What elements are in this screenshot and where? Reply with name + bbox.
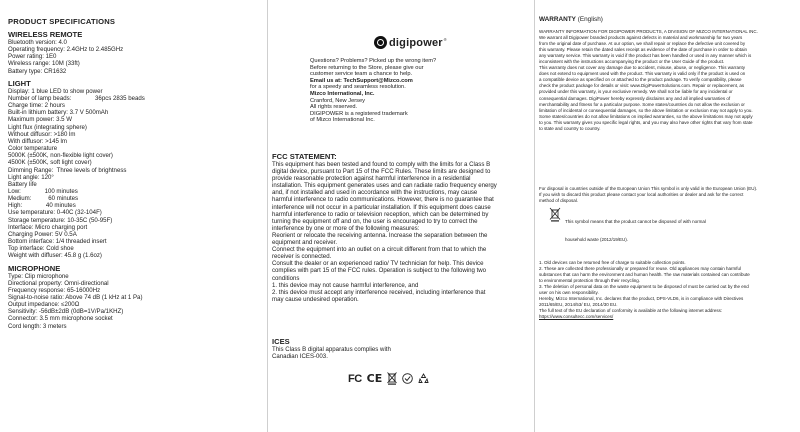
warranty-line: to you. This warranty gives you specific legal rights, and you may also have other rights that vary from state — [539, 119, 753, 125]
rohs-icon — [402, 373, 413, 384]
spec-line: Use temperature: 0-40C (32-104F) — [8, 209, 102, 217]
spec-line: Top interface: Cold shoe — [8, 245, 74, 253]
declaration-url-link[interactable]: https://www.consultecc.com/services/ — [539, 314, 614, 320]
spec-line: Light flux (integrating sphere) — [8, 123, 87, 131]
fcc-line: interference will not occur in a particular installation. If this equipment does cause — [272, 203, 491, 211]
fcc-line: 2. this device must accept any interference received, including interference that — [272, 288, 486, 296]
warranty-line: provided under this warranty, is your exclusive remedy. We shall not be liable for any incidental or — [539, 89, 733, 95]
warranty-line: does not extend to equipment used with the product. This warranty is valid only if the product is used on — [539, 71, 746, 77]
registered-mark: ® — [443, 37, 447, 42]
spec-line: Low: 100 minutes — [8, 187, 78, 195]
fcc-line: harmful interference to radio communications. However, there is no guarantee that — [272, 196, 494, 204]
fcc-line: may cause undesired operation. — [272, 295, 359, 303]
spec-line: Number of lamp beads: 36pcs 2835 beads — [8, 94, 145, 102]
fcc-heading: FCC STATEMENT: — [272, 152, 337, 161]
fcc-line: This equipment has been tested and found to comply with the limits for a Class B — [272, 161, 491, 168]
fcc-line: equipment and receiver. — [272, 239, 338, 247]
spec-line: Weight with diffuser: 45.8 g (1.6oz) — [8, 252, 102, 260]
eu-line: If you wish to discard this product please contact your local authorities or dealer and ask for the correct — [539, 192, 744, 198]
wireless-spec-list — [8, 39, 260, 75]
crossed-bin-icon — [549, 207, 561, 222]
contact-line: DIGIPOWER is a registered trademark — [310, 110, 408, 117]
fcc-line: turning the equipment off and on, the user is encouraged to try to correct the — [272, 217, 478, 225]
fcc-line: receiver is connected. — [272, 253, 332, 261]
spec-line: Battery life — [8, 180, 37, 188]
spec-line: Dimming Range: Three levels of brightness — [8, 166, 127, 174]
spec-line: Light angle: 120° — [8, 173, 54, 181]
ices-statement — [272, 346, 391, 360]
fcc-line: Connect the equipment into an outlet on a circuit different from that to which the — [272, 246, 487, 254]
spec-line: Interface: Micro charging port — [8, 223, 88, 231]
company-name: Mizco International, Inc. — [310, 90, 375, 97]
fcc-line: 1. this device may not cause harmful interference, and — [272, 281, 419, 289]
contact-line: Cranford, New Jersey — [310, 97, 365, 104]
contact-line: for a speedy and seamless resolution. — [310, 84, 406, 91]
fold-line-left — [267, 0, 268, 432]
fcc-line: complies with part 15 of the FCC rules. Operation is subject to the following two — [272, 267, 487, 275]
spec-line: Bluetooth version: 4.0 — [8, 39, 67, 46]
bin-note-line: household waste (2012/19/EU). — [565, 237, 629, 243]
spec-line: Charging Power: 5V 0.5A — [8, 230, 77, 238]
spec-line: Operating frequency: 2.4GHz to 2.485GHz — [8, 46, 124, 54]
declaration-line: Hereby, Mizco International, Inc. declares that the product, DPS-VLD6, is in compliance with Directives — [539, 296, 744, 301]
weee-bin-icon — [387, 372, 397, 385]
fcc-line: conditions — [272, 274, 300, 282]
spec-line: 5000K (±500K, non-flexible light cover) — [8, 152, 113, 160]
warranty-line: merchantability and fitness for a particular purpose. Some states/countries do not allow the exclusion or — [539, 101, 745, 107]
brand-name: digipower — [389, 36, 443, 49]
spec-line: Without diffusor: >180 lm — [8, 130, 76, 138]
spec-line: Display: 1 blue LED to show power — [8, 87, 103, 95]
spec-line: Storage temperature: 10-35C (50-95F) — [8, 216, 113, 224]
spec-line: Battery type: CR1632 — [8, 67, 67, 75]
spec-line: Output impedance: ≤200Ω — [8, 301, 80, 309]
warranty-line: to state and country to country. — [539, 125, 601, 131]
numbered-line: 3. The deletion of personal data on the waste equipment to be disposed of must be carried out by the end — [539, 283, 749, 289]
eu-line: For disposal in countries outside of the European Union This symbol is only valid in the European Union (EU). — [539, 186, 758, 191]
contact-line: All rights reserved. — [310, 104, 358, 111]
numbered-line: substances that can harm the environment and human health. The raw materials contained can contribute — [539, 271, 750, 277]
spec-line: Power rating: 1E0 — [8, 53, 57, 61]
numbered-line: user on his own responsibility. — [539, 289, 599, 295]
fcc-line: digital device, pursuant to Part 15 of the FCC Rules. These limits are designed to — [272, 168, 491, 176]
spec-line: Color temperature — [8, 145, 58, 153]
numbered-line: 1. Old devices can be returned free of charge to suitable collection points. — [539, 259, 686, 265]
warranty-heading — [539, 16, 603, 23]
contact-line: Before returning to the Store, please give our — [310, 64, 424, 71]
warranty-line: a compatible device as specified on or attached to the product package. To verify compatibility, please — [539, 77, 742, 83]
support-email[interactable]: Email us at: TechSupport@Mizco.com — [310, 77, 413, 84]
spec-line: Bottom interface: 1/4 threaded insert — [8, 238, 107, 246]
warranty-panel — [537, 0, 799, 432]
ices-heading: ICES — [272, 337, 290, 346]
contact-line: customer service team a chance to help. — [310, 71, 413, 78]
numbered-line: 2. These are collected there professionally or prepared for reuse. Old appliances may contain harmful — [539, 265, 742, 271]
declaration-line: 2011/65/EU, 2014/53/ EU, 2014/30 EU. — [539, 302, 618, 308]
specifications-panel — [8, 0, 260, 432]
warranty-line: limitation of incidental or consequential damages, so the above limitation or exclusion may not apply to you. — [539, 107, 753, 113]
contact-line: Questions? Problems? Picked up the wrong item? — [310, 58, 437, 64]
specs-title: PRODUCT SPECIFICATIONS — [8, 17, 116, 26]
bin-note — [565, 207, 706, 255]
spec-line: Charge time: 2 hours — [8, 102, 65, 110]
numbered-line: to environmental protection through their recycling. — [539, 277, 641, 283]
microphone-heading: MICROPHONE — [8, 263, 61, 273]
warranty-language: (English) — [577, 16, 603, 23]
fcc-line: Consult the dealer or an experienced radio/ TV technician for help. This device — [272, 260, 484, 268]
spec-line: Built-in lithium battery: 3.7 V 500mAh — [8, 109, 109, 117]
light-heading: LIGHT — [8, 78, 31, 88]
fcc-line: installation. This equipment generates uses and can radiate radio frequency energy — [272, 182, 497, 190]
warranty-line: any warranty service. This warranty is void if the product has been handled or used in any manner which is — [539, 53, 752, 59]
warranty-line: This warranty does not cover any damage due to accident, misuse, abuse, or negligence. This warranty — [539, 65, 746, 71]
spec-line: Maximum power: 3.5 W — [8, 116, 72, 124]
spec-line: Connector: 3.5 mm microphone socket — [8, 315, 113, 323]
fcc-line: interference by one or more of the following measures: — [272, 224, 420, 232]
fcc-line: provide reasonable protection against harmful interference in a residential — [272, 175, 471, 183]
brand-logo — [374, 36, 447, 49]
warranty-line: check the product package for details or visit: www.DigiPowerSolutions.com. Repair or replacement, as — [539, 83, 745, 89]
fold-line-right — [534, 0, 535, 432]
digipower-logo-icon — [374, 36, 387, 49]
fcc-line: and, if not installed and used in accordance with the instructions, may cause — [272, 189, 478, 197]
warranty-line: WARRANTY INFORMATION FOR DIGIPOWER PRODUCTS, A DIVISION OF MIZCO INTERNATIONAL INC. — [539, 29, 758, 34]
fcc-line: harmful interference to radio or television reception, which can be determined by — [272, 210, 489, 218]
warranty-line: We warrant all Digipower branded products against defects in material and workmanship for two years — [539, 35, 743, 41]
microphone-spec-list — [8, 273, 260, 330]
spec-line: Directional property: Omni-directional — [8, 279, 109, 287]
warranty-line: inconsistent with the instructions accompanying the product or the User Guide of the product. — [539, 59, 725, 65]
warranty-title: WARRANTY — [539, 16, 576, 23]
eu-line: method of disposal. — [539, 198, 579, 204]
fcc-statement — [272, 161, 530, 303]
fcc-line: Reorient or relocate the receiving antenna. Increase the separation between the — [272, 231, 488, 239]
ices-line: Canadian ICES-003. — [272, 353, 328, 361]
ce-mark-text: CE — [366, 372, 383, 385]
bin-symbol-row — [539, 207, 797, 255]
spec-line: Cord length: 3 meters — [8, 322, 67, 330]
spec-line: Type: Clip microphone — [8, 272, 69, 280]
certification-marks — [348, 372, 429, 385]
warranty-line: Some states/countries do not allow limitations on implied warranties, so the above limitations may not apply — [539, 113, 753, 119]
spec-line: High: 40 minutes — [8, 202, 76, 210]
light-spec-list — [8, 88, 260, 260]
spec-line: Sensitivity: -56dB±2dB (0dB=1V/Pa/1KHZ) — [8, 308, 124, 316]
warranty-text — [539, 29, 797, 132]
warranty-line: this warranty. Please retain the dated sales receipt as evidence of the date of purchase in order to obtain — [539, 47, 748, 53]
ce-mark-icon — [367, 372, 383, 385]
warranty-line: consequential damages. DigiPower hereby expressly disclaims any and all implied warranties of — [539, 95, 731, 101]
support-contact-block — [310, 58, 500, 124]
contact-line: of Mizco International Inc. — [310, 117, 375, 124]
wireless-heading: WIRELESS REMOTE — [8, 30, 83, 39]
eu-disposal-text — [539, 186, 797, 296]
recycle-icon — [418, 373, 429, 384]
spec-line: Frequency response: 65-16000Hz — [8, 286, 101, 294]
spec-line: With diffusor: >145 lm — [8, 137, 67, 145]
fcc-mark-icon — [348, 373, 362, 385]
fcc-mark-text: FC — [348, 372, 362, 385]
spec-line: 4500K (±500K, soft light cover) — [8, 159, 92, 167]
ices-line: This Class B digital apparatus complies with — [272, 346, 391, 353]
spec-line: Signal-to-noise ratio: Above 74 dB (1 kHz at 1 Pa) — [8, 294, 143, 301]
warranty-line: from the original date of purchase. At our option, we shall repair or replace the defective unit covered by — [539, 41, 746, 47]
declaration-line: The full text of the EU declaration of conformity is available at the following internet address: — [539, 308, 723, 314]
eu-declaration — [539, 296, 797, 320]
spec-line: Wireless range: 10M (33ft) — [8, 60, 80, 68]
compliance-panel — [270, 0, 532, 432]
spec-line: Medium: 60 minutes — [8, 195, 79, 203]
bin-note-line: This symbol means that the product cannot be disposed of with normal — [565, 219, 706, 225]
